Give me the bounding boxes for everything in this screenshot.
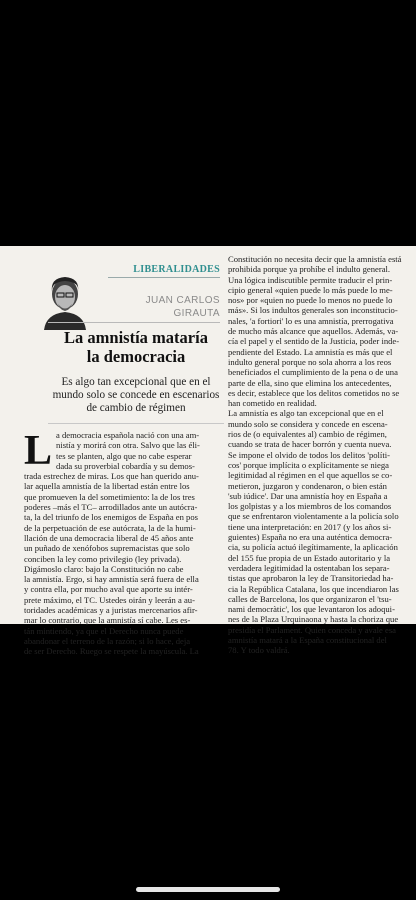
body-line: es decir, establece que los delitos cometidos no se <box>228 387 400 398</box>
body-line: parte de ella, sino que elimina los antecedentes, <box>228 377 392 388</box>
author-divider <box>48 322 220 323</box>
body-text-right <box>228 254 408 656</box>
body-line: cia, su policía actuó ilegítimamente, la aplicación <box>228 542 398 553</box>
body-line: indulto general porque no sola ahorra a los reos <box>228 356 392 367</box>
body-line: a democracia española nació con una am- <box>56 430 200 440</box>
body-line: pendiente del Estado. La amnistía es más que el <box>228 346 393 357</box>
subheadline <box>48 376 224 415</box>
body-line: tes se planten, algo que no cabe esperar <box>56 450 192 461</box>
body-line: Constitución no necesita decir que la amnistía está <box>228 254 402 264</box>
subheadline-line: mundo solo se concede en escenarios <box>52 389 220 401</box>
body-line: de ser Derecho. Ruego se respete la mayúscula. La <box>24 646 199 657</box>
section-label: LIBERALIDADES <box>133 264 220 275</box>
headline-line: La amnistía mataría <box>64 328 208 347</box>
section-divider <box>108 277 220 278</box>
body-line: La amnistía es algo tan excepcional que en el <box>228 408 384 419</box>
drop-cap: L <box>24 428 53 474</box>
body-line: guientes) España no era una auténtica democra- <box>228 532 393 543</box>
body-line: del 155 fue propia de un Estado autoritario y la <box>228 552 391 563</box>
subheadline-divider <box>48 423 224 424</box>
author-name-first: JUAN CARLOS <box>145 295 220 306</box>
body-line: lar aquella amnistía de la libertad están entre los <box>24 481 190 492</box>
body-line: dada su proverbial cobardía y su demos- <box>56 460 195 471</box>
body-line: han cometido en realidad. <box>228 398 317 409</box>
body-text-left <box>24 430 220 657</box>
body-line: cipio general «quien puede lo más puede lo me- <box>228 284 393 295</box>
headline <box>48 328 224 366</box>
author-name-last: GIRAUTA <box>173 308 220 319</box>
body-line: Digámoslo claro: bajo la Constitución no cabe <box>24 563 184 574</box>
subheadline-line: de cambio de régimen <box>86 402 186 414</box>
body-line: llación de una democracia liberal de 45 años ante <box>24 532 194 543</box>
body-line: que promueven la del sometimiento: la de los tres <box>24 491 195 502</box>
body-line: de mucho más alcance que aquellos. Además, va- <box>228 326 399 337</box>
body-line: nes de la Plaza Urquinaona y hasta la choriza que <box>228 614 399 625</box>
body-line: ta, la del triunfo de los enemigos de España en pos <box>24 512 198 523</box>
body-line: mar lo contrario, que la amnistía sí cabe. Les es- <box>24 615 191 626</box>
body-line: de la perpetuación de ese autócrata, la de la humi- <box>24 522 196 533</box>
body-line: poderes –más el TC– arrodillados ante un autócra- <box>24 502 198 513</box>
body-line: abandonar el terreno de la razón; si lo hace, deja <box>24 635 191 646</box>
body-line: tistas que aprobaron la ley de Transitoriedad ha- <box>228 573 394 584</box>
body-line: amnistía matará a la España constitucional del <box>228 634 387 645</box>
body-line: nos» por «quien no puede lo menos no puede lo <box>228 295 393 306</box>
body-line: los golpistas y a los miembros de los comandos <box>228 501 392 512</box>
newspaper-clipping <box>0 246 416 657</box>
body-line: trada estrechez de miras. Los que han querido anu- <box>24 471 199 482</box>
body-line: mundo solo se considera y concede en escena- <box>228 418 388 429</box>
body-line: Se impone el olvido de todos los delitos 'políti- <box>228 449 390 460</box>
subheadline-line: Es algo tan excepcional que en el <box>61 376 211 388</box>
body-line: más». Si los indultos generales son inconstitucio- <box>228 305 398 316</box>
body-line: calles de Barcelona, los que organizaron el 'tsu- <box>228 593 392 604</box>
body-line: toridades académicas y a juristas mercenarios afir- <box>24 605 198 616</box>
body-line: y contra ella, por mucho aval que aporte su intér- <box>24 584 193 595</box>
body-line: Una lógica indiscutible permite traducir el prin- <box>228 274 393 285</box>
body-line: beneficiados el cumplimiento de la pena o de una <box>228 367 398 378</box>
home-indicator[interactable] <box>136 887 280 892</box>
body-line: rios de (o equivalentes al) cambio de régimen, <box>228 429 387 440</box>
body-line: nistía y morirá con otra. Salvo que las éli- <box>56 440 200 451</box>
body-line: prete máximo, el TC. Ustedes oirán y leerán a au- <box>24 594 195 605</box>
body-line: nami democràtic', los que levantaron los adoqui- <box>228 604 395 615</box>
body-line: metieron, juzgaron y condenaron, o bien están <box>228 480 387 491</box>
body-line: cía el papel y el sentido de la Justicia, poder inde- <box>228 336 400 347</box>
body-line: conciben la ley como privilegio (ley privada). <box>24 553 182 564</box>
body-line: cuando se trata de hacer borrón y cuenta nueva. <box>228 439 392 450</box>
body-line: 'sub iúdice'. Dar una amnistía hoy en España a <box>228 490 388 501</box>
body-line: cia la República Catalana, los que incendiaron las <box>228 583 399 594</box>
body-line: la amnistía. Ergo, si hay amnistía será fuera de ella <box>24 574 199 585</box>
body-line: presidía el Parlament. Quien conceda y avale esa <box>228 624 396 635</box>
left-column <box>24 246 220 657</box>
body-line: 78. Y todo valdrá. <box>228 645 290 656</box>
body-line: verdadera legitimidad la ostentaban los separa- <box>228 562 390 573</box>
body-line: tiene una interpretación: en 2017 (y los años si- <box>228 521 392 532</box>
body-line: cos' porque implícita o explícitamente se niega <box>228 459 389 470</box>
body-line: que se enfrentaron violentamente a la policía solo <box>228 511 399 522</box>
body-line: prohibida porque ya prohíbe el indulto general. <box>228 264 391 275</box>
body-line: un puñado de xenófobos supremacistas que solo <box>24 543 190 554</box>
body-line: tán mintiendo, ya que el Derecho nunca puede <box>24 625 184 636</box>
body-line: legitimidad al régimen en el que aquellos se co- <box>228 470 393 481</box>
headline-line: la democracia <box>86 347 186 366</box>
body-line: nales, 'a fortiori' lo es una amnistía, prerrogativa <box>228 315 394 326</box>
